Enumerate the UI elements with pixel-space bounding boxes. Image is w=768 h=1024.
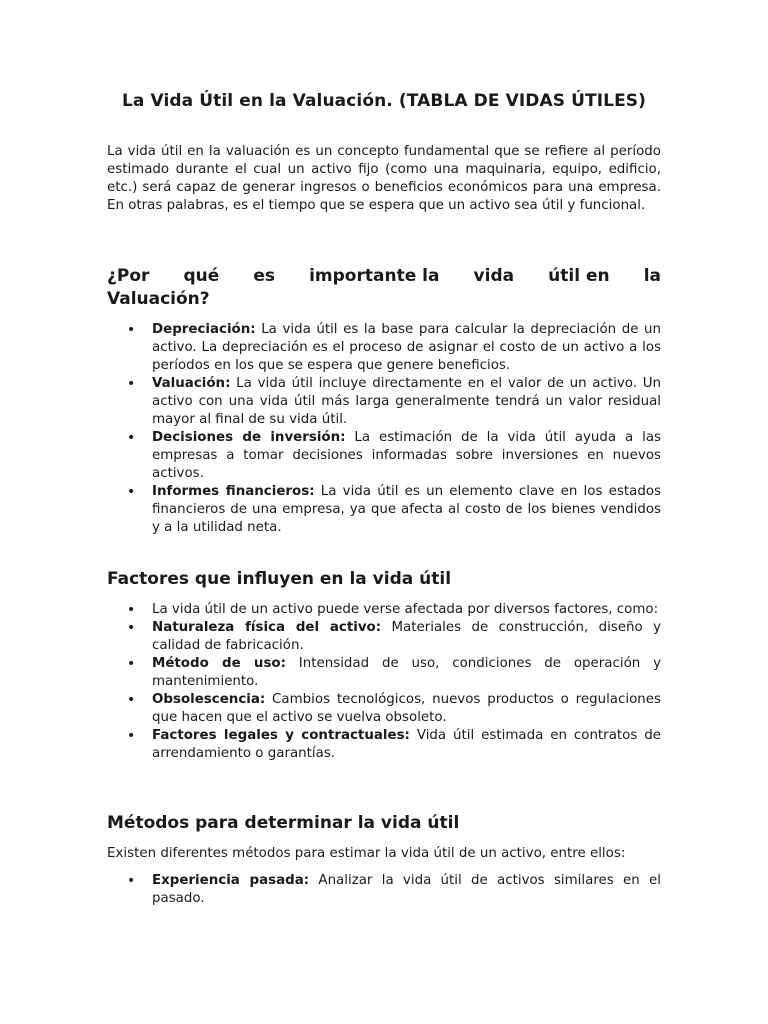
list-item-text: La vida útil incluye directamente en el valor de un activo. Un activo con una vida útil más larga generalmente tendrá un valor residual mayor al final de su vida útil.	[152, 376, 661, 427]
list-item-term: Factores legales y contractuales:	[152, 728, 410, 743]
list-item	[107, 483, 661, 537]
list-item-text: Vida útil estimada en contratos de arrendamiento o garantías.	[152, 728, 661, 761]
factors-list	[107, 601, 661, 763]
list-item-text: Analizar la vida útil de activos similares en el pasado.	[152, 873, 661, 906]
bullet-icon: •	[127, 728, 136, 744]
list-item-text: Materiales de construcción, diseño y calidad de fabricación.	[152, 620, 661, 653]
list-item	[107, 601, 661, 619]
list-item-text: La vida útil es un elemento clave en los estados financieros de una empresa, ya que afecta al costo de los bienes vendidos y a la utilidad neta.	[152, 484, 661, 535]
list-item-text: La vida útil de un activo puede verse afectada por diversos factores, como:	[152, 602, 659, 617]
why-heading-word: vida	[473, 266, 515, 286]
bullet-icon: •	[127, 322, 136, 338]
bullet-icon: •	[127, 602, 136, 618]
intro-paragraph: La vida útil en la valuación es un concepto fundamental que se refiere al período estimado durante el cual un activo fijo (como una maquinaria, equipo, edificio, etc.) será capaz de generar ingresos o beneficios económicos para una empresa. En otras palabras, es el tiempo que se espera que un activo sea útil y funcional.	[107, 144, 661, 213]
bullet-icon: •	[127, 873, 136, 889]
list-item-term: Experiencia pasada:	[152, 873, 310, 888]
list-item	[107, 321, 661, 375]
list-item-term: Informes financieros:	[152, 484, 315, 499]
why-heading-word: ¿Por	[107, 266, 150, 286]
list-item-term: Depreciación:	[152, 322, 256, 337]
list-item	[107, 691, 661, 727]
list-item	[107, 429, 661, 483]
list-item	[107, 727, 661, 763]
why-heading-word: qué	[183, 266, 220, 286]
methods-heading: Métodos para determinar la vida útil	[107, 813, 460, 833]
list-item-term: Decisiones de inversión:	[152, 430, 346, 445]
why-heading-word: importante la	[309, 266, 440, 286]
why-important-heading	[107, 265, 661, 311]
bullet-icon: •	[127, 430, 136, 446]
bullet-icon: •	[127, 484, 136, 500]
list-item	[107, 619, 661, 655]
list-item-text: Cambios tecnológicos, nuevos productos o regulaciones que hacen que el activo se vuelva obsoleto.	[152, 692, 661, 725]
list-item-text: La estimación de la vida útil ayuda a las empresas a tomar decisiones informadas sobre inversiones en nuevos activos.	[152, 430, 661, 481]
bullet-icon: •	[127, 620, 136, 636]
factors-heading: Factores que influyen en la vida útil	[107, 569, 452, 589]
why-heading-word: la	[643, 266, 661, 286]
list-item	[107, 872, 661, 908]
list-item-term: Obsolescencia:	[152, 692, 266, 707]
document-title: La Vida Útil en la Valuación. (TABLA DE VIDAS ÚTILES)	[121, 91, 646, 111]
why-heading-line2: Valuación?	[107, 289, 210, 309]
list-item-term: Valuación:	[152, 376, 231, 391]
list-item-term: Naturaleza física del activo:	[152, 620, 382, 635]
bullet-icon: •	[127, 692, 136, 708]
methods-list	[107, 872, 661, 908]
list-item-term: Método de uso:	[152, 656, 286, 671]
bullet-icon: •	[127, 376, 136, 392]
bullet-icon: •	[127, 656, 136, 672]
methods-intro-paragraph: Existen diferentes métodos para estimar la vida útil de un activo, entre ellos:	[107, 846, 626, 861]
list-item	[107, 375, 661, 429]
why-heading-line1	[107, 265, 661, 288]
why-heading-word: es	[253, 266, 276, 286]
list-item	[107, 655, 661, 691]
why-heading-word: útil en	[548, 266, 610, 286]
list-item-text: Intensidad de uso, condiciones de operación y mantenimiento.	[152, 656, 661, 689]
why-important-list	[107, 321, 661, 537]
list-item-text: La vida útil es la base para calcular la depreciación de un activo. La depreciación es el proceso de asignar el costo de un activo a los períodos en los que se espera que genere beneficios.	[152, 322, 661, 373]
